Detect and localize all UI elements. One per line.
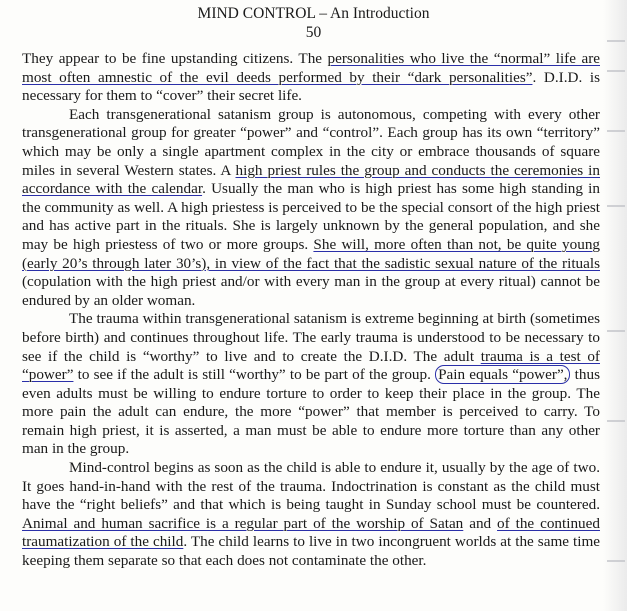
underlined-passage: She will, more often than not, be quite young (early 20’s through later 30’s), in view of the fact that the sadistic sexual nature of the rituals — [22, 235, 601, 272]
text-run: (copulation with the high priest and/or with every man in the group at every ritual) cannot be endured by an older woman. — [22, 273, 600, 309]
text-run: thus even adults must be willing to endure torture to order to keep their place in the group. The more pain the adult can endure, the more “power” that member is perceived to carry. To remain high priest, it is asserted, a man must be able to endure more torture than any other man in the group. — [22, 366, 600, 458]
text-run: They appear to be fine upstanding citizens. The — [22, 50, 328, 67]
text-run: . Usually the man who is high priest has some high standing in the community as well. A high priestess is perceived to be the special consort of the high priest and has active part in the rituals. She is largely unknown by the general population, and she may be high priestess of two or more groups. — [22, 180, 600, 253]
paragraph — [22, 50, 600, 106]
paragraph — [22, 106, 600, 311]
underlined-passage: high priest rules the group and conducts the ceremonies in accordance with the calendar — [22, 161, 600, 198]
text-run: Mind-control begins as soon as the child is able to endure it, usually by the age of two. It goes hand-in-hand with the rest of the trauma. Indoctrination is constant as the child must have the “right beliefs” and that which is being taught in Sunday school must be countered. — [22, 459, 600, 514]
page-number: 50 — [305, 24, 322, 41]
text-run: to see if the adult is still “worthy” to be part of the group. — [73, 366, 436, 384]
text-run: Each transgenerational satanism group is autonomous, competing with every other transgenerational group for greater “power” and “control”. Each group has its own “territory” which may be only a single apartment complex in the city or embrace thousands of square miles in several Western states. A — [22, 105, 600, 179]
text-run: . D.I.D. is necessary for them to “cover” their secret life. — [22, 68, 600, 105]
text-run: and — [463, 514, 498, 532]
text-run: The trauma within transgenerational satanism is extreme beginning at birth (sometimes before birth) and continues throughout life. The early trauma is understood to be necessary to see if the child is “worthy” to live and to create the D.I.D. The adult — [22, 310, 600, 365]
underlined-passage: personalities who live the “normal” life are most often amnestic of the evil deeds performed by their “dark personalities” — [22, 50, 600, 86]
running-title: MIND CONTROL – An Introduction — [197, 5, 430, 22]
underlined-passage: Animal and human sacrifice is a regular part of the worship of Satan — [22, 514, 464, 532]
underlined-passage: trauma is a test of “power” — [22, 347, 600, 384]
facing-page-bleed — [603, 0, 627, 611]
page-header — [0, 4, 627, 42]
paragraph — [22, 310, 600, 459]
text-run: . The child learns to live in two incongruent worlds at the same time keeping them separate so that each does not contaminate the other. — [22, 533, 600, 570]
circled-passage: Pain equals “power”, — [435, 365, 570, 384]
underlined-passage: of the continued traumatization of the child — [22, 514, 600, 551]
body-text — [22, 50, 600, 571]
paragraph — [22, 459, 600, 571]
